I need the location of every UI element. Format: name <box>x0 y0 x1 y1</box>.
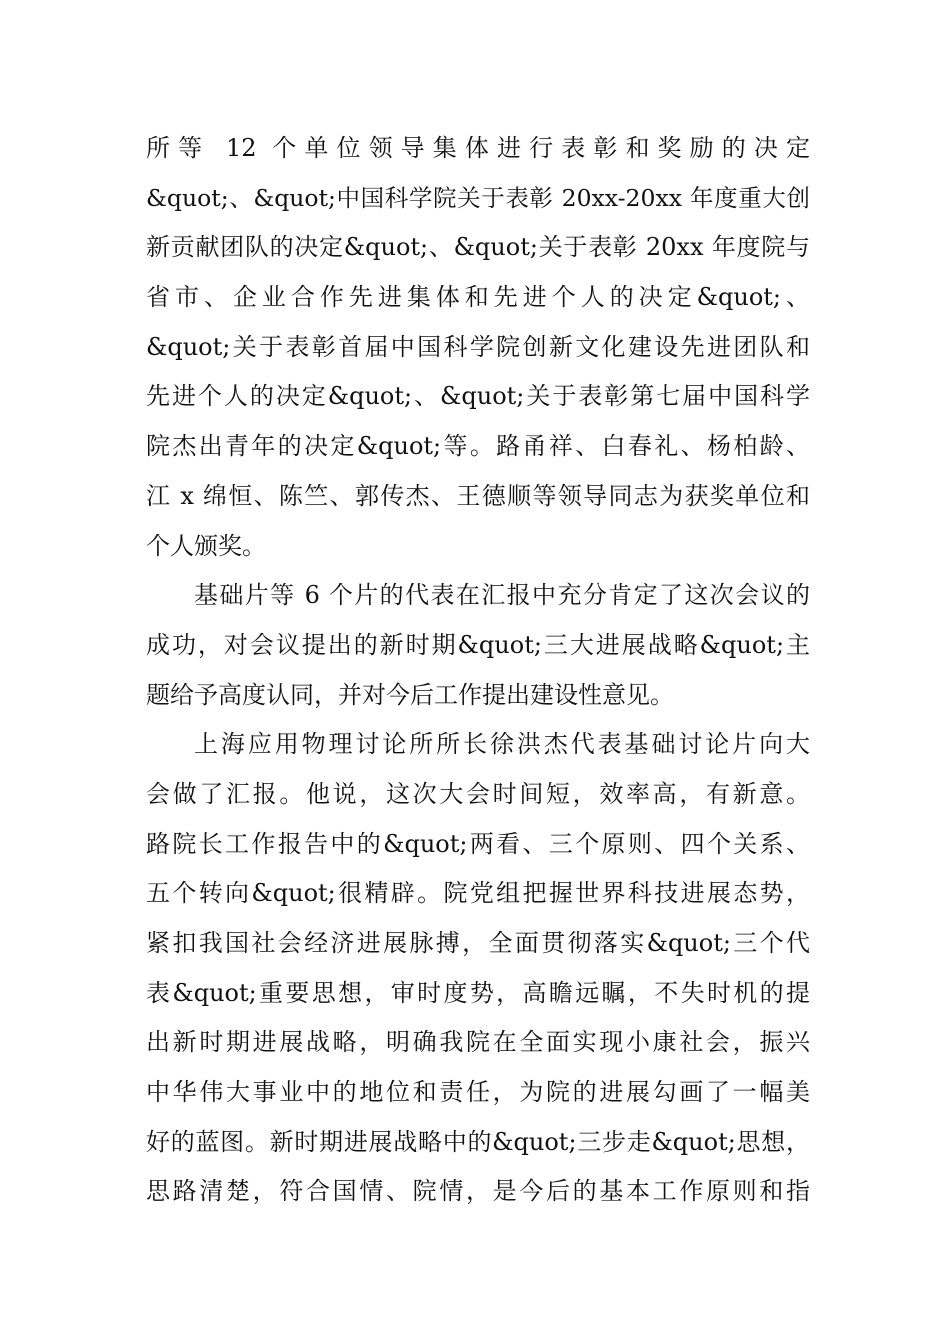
text-line: 五个转向&quot;很精辟。院党组把握世界科技进展态势， <box>146 879 810 908</box>
text-line: 所等 12 个单位领导集体进行表彰和奖励的决定 <box>146 134 810 162</box>
text-line: 新贡献团队的决定&quot;、&quot;关于表彰 20xx 年度院与 <box>146 233 810 262</box>
text-line: 先进个人的决定&quot;、&quot;关于表彰第七届中国科学 <box>146 382 810 411</box>
text-line: 会做了汇报。他说，这次大会时间短，效率高，有新意。 <box>146 779 810 808</box>
text-line: 好的蓝图。新时期进展战略中的&quot;三步走&quot;思想， <box>146 1127 810 1156</box>
text-line: 个人颁奖。 <box>146 531 266 560</box>
text-line: 紧扣我国社会经济进展脉搏，全面贯彻落实&quot;三个代 <box>146 929 810 957</box>
text-line: 思路清楚，符合国情、院情，是今后的基本工作原则和指 <box>146 1177 810 1206</box>
text-line: 出新时期进展战略，明确我院在全面实现小康社会，振兴 <box>146 1028 810 1057</box>
text-line: 路院长工作报告中的&quot;两看、三个原则、四个关系、 <box>146 829 810 858</box>
text-line: 院杰出青年的决定&quot;等。路甬祥、白春礼、杨柏龄、 <box>146 432 810 461</box>
text-line: 表&quot;重要思想，审时度势，高瞻远瞩，不失时机的提 <box>146 978 810 1007</box>
text-line: 省市、企业合作先进集体和先进个人的决定&quot;、 <box>146 283 810 312</box>
paragraph-first-line: 上海应用物理讨论所所长徐洪杰代表基础讨论片向大 <box>194 730 810 759</box>
text-line: 江 x 绵恒、陈竺、郭传杰、王德顺等领导同志为获奖单位和 <box>146 481 810 510</box>
text-line: 题给予高度认同，并对今后工作提出建设性意见。 <box>146 680 674 709</box>
text-line: 成功，对会议提出的新时期&quot;三大进展战略&quot;主 <box>146 630 810 659</box>
text-line: &quot;关于表彰首届中国科学院创新文化建设先进团队和 <box>146 332 810 361</box>
document-body <box>146 124 810 1217</box>
text-line: &quot;、&quot;中国科学院关于表彰 20xx-20xx 年度重大创 <box>146 183 810 212</box>
text-line: 中华伟大事业中的地位和责任，为院的进展勾画了一幅美 <box>146 1078 810 1107</box>
paragraph-first-line: 基础片等 6 个片的代表在汇报中充分肯定了这次会议的 <box>194 581 810 610</box>
